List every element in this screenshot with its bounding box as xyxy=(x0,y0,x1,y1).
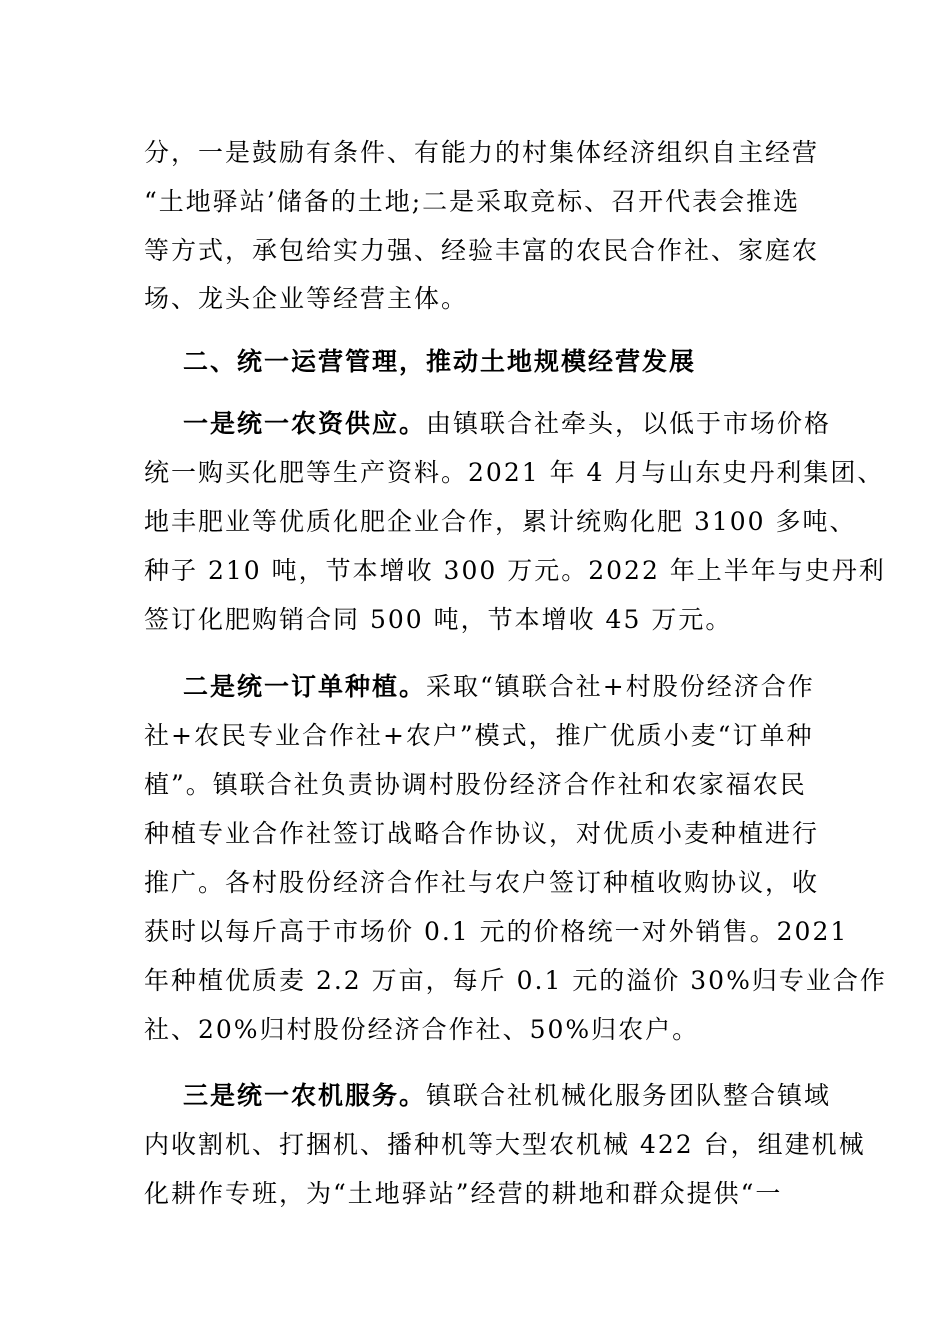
paragraph-line: 推广。各村股份经济合作社与农户签订种植收购协议，收 xyxy=(144,868,820,897)
paragraph-text: 镇联合社机械化服务团队整合镇域 xyxy=(426,1081,832,1110)
paragraph-lead: 一是统一农资供应。 xyxy=(183,409,427,438)
paragraph-text: 采取“镇联合社+村股份经济合作 xyxy=(426,672,815,701)
paragraph-line: “土地驿站’储备的土地;二是采取竞标、召开代表会推选 xyxy=(144,187,801,216)
paragraph-line: 种子 210 吨，节本增收 300 万元。2022 年上半年与史丹利 xyxy=(144,556,886,585)
paragraph-line: 社+农民专业合作社+农户”模式，推广优质小麦“订单种 xyxy=(144,721,814,750)
paragraph-line: 获时以每斤高于市场价 0.1 元的价格统一对外销售。2021 xyxy=(144,917,849,946)
paragraph-line: 统一购买化肥等生产资料。2021 年 4 月与山东史丹利集团、 xyxy=(144,458,885,487)
paragraph-line xyxy=(183,1081,831,1111)
paragraph-line: 内收割机、打捆机、播种机等大型农机械 422 台，组建机械 xyxy=(144,1130,866,1159)
paragraph-line xyxy=(183,409,831,439)
paragraph-line: 社、20%归村股份经济合作社、50%归农户。 xyxy=(144,1015,700,1044)
paragraph-line: 签订化肥购销合同 500 吨，节本增收 45 万元。 xyxy=(144,605,733,634)
paragraph-line: 植”。镇联合社负责协调村股份经济合作社和农家福农民 xyxy=(144,770,807,799)
paragraph-line: 年种植优质麦 2.2 万亩，每斤 0.1 元的溢价 30%归专业合作 xyxy=(144,966,887,995)
paragraph-text: 由镇联合社牵头，以低于市场价格 xyxy=(426,409,832,438)
paragraph-lead: 三是统一农机服务。 xyxy=(183,1081,427,1110)
paragraph-line: 种植专业合作社签订战略合作协议，对优质小麦种植进行 xyxy=(144,819,820,848)
paragraph-line: 分，一是鼓励有条件、有能力的村集体经济组织自主经营 xyxy=(144,138,820,167)
paragraph-line: 场、龙头企业等经营主体。 xyxy=(144,284,469,313)
section-heading: 二、统一运营管理，推动土地规模经营发展 xyxy=(183,347,697,376)
paragraph-line: 化耕作专班，为“土地驿站”经营的耕地和群众提供“一 xyxy=(144,1179,783,1208)
paragraph-lead: 二是统一订单种植。 xyxy=(183,672,427,701)
paragraph-line: 等方式，承包给实力强、经验丰富的农民合作社、家庭农 xyxy=(144,236,820,265)
paragraph-line: 地丰肥业等优质化肥企业合作，累计统购化肥 3100 多吨、 xyxy=(144,507,857,536)
paragraph-line xyxy=(183,672,815,702)
